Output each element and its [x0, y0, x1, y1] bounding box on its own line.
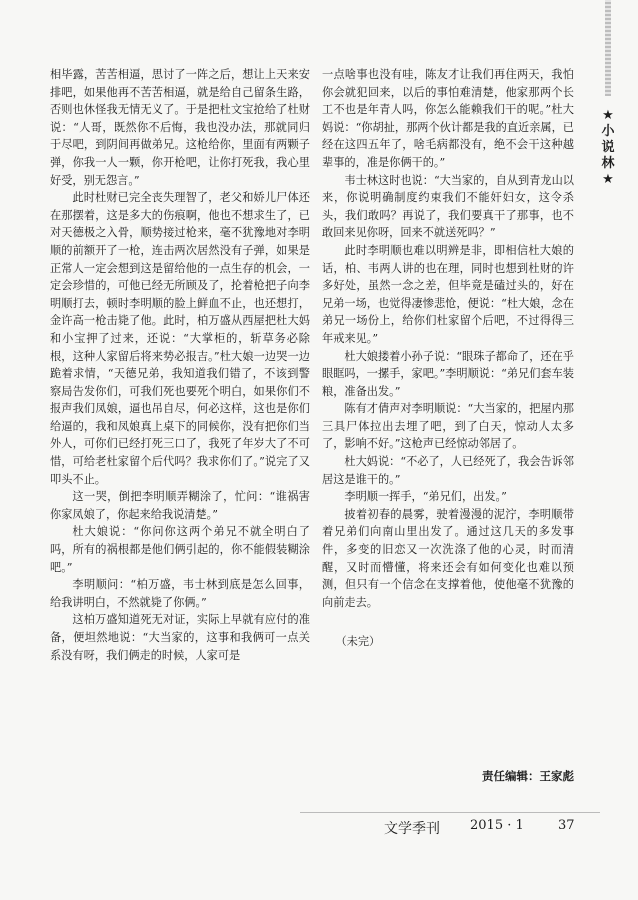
paragraph: 相毕露，苦苦相逼，思讨了一阵之后，想让上天来安排吧，如果他再不苦苦相逼，就是给自己留条生路，否则也休怪我无情无义了。于是把杜文宝抢给了杜财说：“人哥，既然你不后悔，我也没办法，那就同归于尽吧，到阴间再做弟兄。这枪给你，里面有两颗子弹，你我一人一颗，你开枪吧，让你打死我，我心里好受，别无怨言。” [50, 68, 310, 187]
paragraph: 此时李明顺也难以明辨是非，即相信杜大娘的话，柏、韦两人讲的也在理，同时也想到杜财的许多好处，虽然一念之差，但毕竟是磕过头的，好在兄弟一场，也觉得凄惨悲怆，便说：“杜大娘，念在弟兄一场份上，给你们杜家留个后吧，不过得得三年戒来见。” [322, 243, 574, 345]
paragraph: 披着初春的晨雾，驶着漫漫的泥泞，李明顺带着兄弟们向南山里出发了。通过这几天的多发事件，多变的旧恋又一次洗涤了他的心灵，时而清醒，又时而懵懂，将来还会有如何变化也难以预测，但只有一个信念在支撑着他，使他毫不犹豫的向前走去。 [322, 507, 574, 609]
paragraph: 杜大妈说：“不必了，人已经死了，我会告诉邻居这是谁干的。” [322, 455, 574, 486]
section-tab [600, 108, 616, 188]
star-icon: ★ [602, 172, 614, 187]
to-be-continued-note: （未完） [335, 635, 381, 649]
page-number: 37 [558, 818, 575, 833]
footer-divider [300, 812, 600, 813]
side-decorative-rule [605, 0, 611, 96]
paragraph: 杜大娘说：“你问你这两个弟兄不就全明白了吗，所有的祸根都是他们俩引起的，你不能假装糊涂吧。” [50, 525, 310, 574]
paragraph: 韦士林这时也说：“大当家的，自从到青龙山以来，你说明确制度约束我们不能奸妇女，这令杀头，我们敢吗？再说了，我们要真干了那事，也不敢回来见你呀，回来不就送死吗？” [322, 173, 574, 240]
section-tab-char: 小 [601, 124, 615, 139]
editor-credit: 责任编辑：王家彪 [482, 769, 574, 783]
paragraph: 李明顺问：“柏万盛，韦士林到底是怎么回事，给我讲明白，不然就毙了你俩。” [50, 578, 310, 609]
left-text-column [50, 66, 310, 664]
paragraph: 这柏万盛知道死无对证，实际上早就有应付的准备，便坦然地说：“大当家的，这事和我俩可一点关系没有呀，我们俩走的时候，人家可是 [50, 613, 310, 662]
right-text-column [322, 66, 574, 651]
section-tab-char: 说 [601, 140, 615, 155]
paragraph: 杜大娘搂着小孙子说：“眼珠子都命了，还在乎眼眶吗，一摞手，家吧。”李明顺说：“弟兄们套车装粮，准备出发。” [322, 349, 574, 398]
issue-number: 2015 · 1 [470, 818, 524, 833]
paragraph: 李明顺一挥手，“弟兄们，出发。” [344, 490, 507, 504]
section-tab-char: 林 [601, 156, 615, 171]
star-icon: ★ [602, 108, 614, 123]
paragraph: 此时杜财已完全丧失理智了，老父和娇儿尸体还在那摆着，这是多大的伤痕啊，他也不想求生了，已对天德极之入骨，顺势接过枪来，毫不犹豫地对李明顺的前额开了一枪，连击两次居然没有子弹，如果是正常人一定会想到这是留给他的一点生存的机会，一定会珍惜的，可他已经无所顾及了，抡着枪把子向李明顺打去，顿时李明顺的脸上鲜血不止，也还想打，金许高一枪击毙了他。此时，柏万盛从西屋把杜大妈和小宝押了过来，还说：“大掌柜的，斩草务必除根，这种人家留后将来势必报吉。”杜大娘一边哭一边跪着求情，“天德兄弟，我知道我们错了，不该到警察局告发你们，可我们死也要死个明白，如果你们不报声我们凤娘，逼也吊自尽，何必这样，这也是你们给逼的，我和凤娘真上桌下的同候你，没有把你们当外人，可你们已经打死三口了，我死了年岁大了不可惜，可给老杜家留个后代吗？我求你们了。”说完了又叩头不止。 [50, 191, 310, 486]
paragraph: 陈有才倩声对李明顺说：“大当家的，把屋内那三具尸体拉出去埋了吧，到了白天，惊动人太多了，影响不好。”这枪声已经惊动邻居了。 [322, 402, 574, 451]
paragraph: 这一哭，倒把李明顺弄糊涂了，忙问：“谁祸害你家凤娘了，你起来给我说清楚。” [50, 490, 310, 521]
paragraph: 一点啥事也没有哇，陈友才让我们再住两天，我怕你会就犯回来，以后的事怕难清楚，他家那两个长工不也是年青人吗，你怎么能赖我们干的呢。”杜大妈说：“你胡扯，那两个伙计都是我的直近亲属，已经在这四五年了，啥毛病都没有，绝不会干这种越辈事的，准是你俩干的。” [322, 68, 574, 169]
magazine-name: 文学季刊 [384, 821, 440, 837]
